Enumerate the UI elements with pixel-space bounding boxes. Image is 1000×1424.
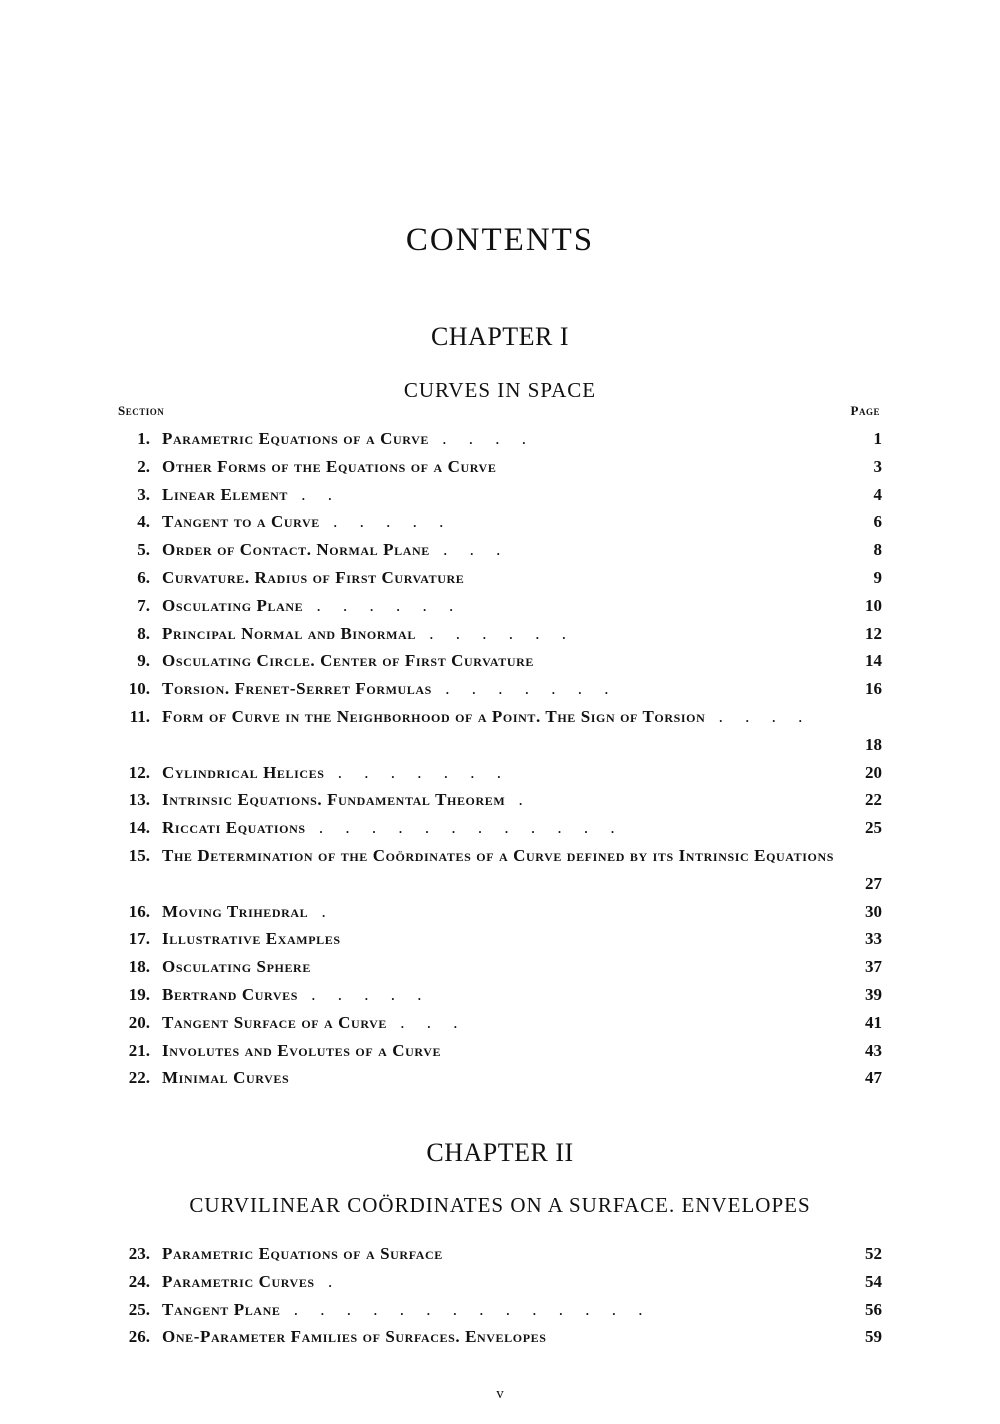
section-number: 16. — [128, 901, 150, 921]
section-page: 10 — [865, 595, 882, 615]
section-number: 14. — [128, 818, 150, 838]
toc-entry[interactable]: 8. Principal Normal and Binormal . . . . . . 12 — [120, 620, 882, 648]
section-title: Intrinsic Equations. Fundamental Theorem — [162, 790, 506, 810]
section-page: 30 — [865, 901, 882, 921]
section-number: 2. — [137, 456, 150, 476]
toc-entry[interactable]: 11. Form of Curve in the Neighborhood of a Point. The Sign of Torsion . . . . 18 — [120, 703, 882, 759]
section-title: Osculating Sphere — [162, 957, 311, 977]
section-number: 24. — [128, 1271, 150, 1291]
toc-entry[interactable]: 19. Bertrand Curves . . . . . 39 — [120, 981, 882, 1009]
chapter-subtitle: CURVILINEAR COÖRDINATES ON A SURFACE. ENVELOPES — [189, 1193, 811, 1217]
section-title: Bertrand Curves — [162, 984, 299, 1004]
toc-entry[interactable]: 3. Linear Element . . 4 — [120, 481, 882, 509]
section-number: 18. — [128, 957, 150, 977]
chapter-heading: CHAPTER I — [430, 322, 570, 351]
toc-entry[interactable]: 10. Torsion. Frenet-Serret Formulas . . . . . . . 16 — [120, 675, 882, 703]
toc-entry[interactable]: 4. Tangent to a Curve . . . . . 6 — [120, 508, 882, 536]
toc-entry[interactable]: 16. Moving Trihedral . 30 — [120, 898, 882, 926]
section-title: Minimal Curves — [162, 1068, 290, 1088]
section-column-header: Section — [118, 403, 165, 418]
section-page: 9 — [873, 567, 882, 587]
section-number: 25. — [128, 1299, 150, 1319]
section-page: 47 — [865, 1068, 882, 1088]
section-page: 4 — [873, 484, 882, 504]
section-title: Principal Normal and Binormal — [162, 623, 416, 643]
toc-entry[interactable]: 13. Intrinsic Equations. Fundamental Theorem . 22 — [120, 786, 882, 814]
section-number: 4. — [137, 512, 150, 532]
section-page: 25 — [865, 818, 882, 838]
section-number: 11. — [129, 706, 150, 726]
section-title: Riccati Equations — [162, 818, 306, 838]
toc-entry[interactable] — [120, 1323, 882, 1351]
section-title: Linear Element — [162, 484, 289, 504]
section-title: Illustrative Examples — [162, 929, 341, 949]
section-number: 7. — [137, 595, 150, 615]
toc-entry[interactable] — [120, 1064, 882, 1092]
section-title: Tangent Surface of a Curve — [162, 1012, 388, 1032]
section-title: Other Forms of the Equations of a Curve — [162, 456, 497, 476]
section-title: Order of Contact. Normal Plane — [162, 540, 430, 560]
section-number: 17. — [128, 929, 150, 949]
section-number: 19. — [128, 984, 150, 1004]
toc-entry[interactable]: 24. Parametric Curves . 54 — [120, 1268, 882, 1296]
section-page: 41 — [865, 1012, 882, 1032]
section-page: 37 — [865, 957, 882, 977]
toc-entry[interactable] — [120, 564, 882, 592]
section-page: 59 — [865, 1327, 882, 1347]
chapter-subtitle: CURVES IN SPACE — [403, 378, 597, 402]
section-number: 15. — [128, 845, 150, 865]
section-page: 27 — [865, 873, 882, 893]
chapter-heading: CHAPTER II — [426, 1138, 574, 1167]
section-number: 21. — [128, 1040, 150, 1060]
section-number: 13. — [128, 790, 150, 810]
section-title: Torsion. Frenet-Serret Formulas — [162, 679, 432, 699]
section-title: Osculating Plane — [162, 595, 304, 615]
toc-list-chapter-2 — [120, 1240, 882, 1351]
section-number: 5. — [137, 540, 150, 560]
section-page: 56 — [865, 1299, 882, 1319]
section-page: 52 — [865, 1244, 882, 1263]
section-title: One-Parameter Families of Surfaces. Envelopes — [162, 1327, 547, 1347]
toc-entry[interactable] — [120, 1240, 882, 1268]
toc-entry[interactable]: 20. Tangent Surface of a Curve . . . 41 — [120, 1009, 882, 1037]
section-page: 22 — [865, 790, 882, 810]
section-title: The Determination of the Coördinates of a Curve defined by its Intrinsic Equations — [162, 845, 834, 865]
section-page: 12 — [865, 623, 882, 643]
section-page: 8 — [873, 540, 882, 560]
section-page: 14 — [865, 651, 882, 671]
toc-entry[interactable] — [120, 953, 882, 981]
section-number: 1. — [137, 429, 150, 448]
section-page: 3 — [873, 456, 882, 476]
section-title: Involutes and Evolutes of a Curve — [162, 1040, 442, 1060]
toc-list-chapter-1 — [120, 425, 882, 1092]
section-number: 9. — [137, 651, 150, 671]
toc-entry[interactable]: 12. Cylindrical Helices . . . . . . . 20 — [120, 759, 882, 787]
section-number: 23. — [128, 1244, 150, 1263]
section-page: 43 — [865, 1040, 882, 1060]
section-number: 10. — [128, 679, 150, 699]
toc-entry[interactable]: 1. Parametric Equations of a Curve . . . . 1 — [120, 425, 882, 453]
section-number: 26. — [128, 1327, 150, 1347]
section-number: 3. — [137, 484, 150, 504]
section-number: 12. — [128, 762, 150, 782]
toc-entry[interactable]: 25. Tangent Plane . . . . . . . . . . . . . . 56 — [120, 1296, 882, 1324]
toc-entry[interactable] — [120, 1037, 882, 1065]
section-title: Moving Trihedral — [162, 901, 309, 921]
page-column-header: Page — [850, 403, 880, 418]
section-title: Parametric Equations of a Curve — [162, 429, 429, 448]
section-title: Tangent to a Curve — [162, 512, 320, 532]
section-number: 20. — [128, 1012, 150, 1032]
section-number: 8. — [137, 623, 150, 643]
toc-entry[interactable] — [120, 925, 882, 953]
section-title: Parametric Equations of a Surface — [162, 1244, 443, 1263]
toc-entry[interactable]: 14. Riccati Equations . . . . . . . . . . . . 25 — [120, 814, 882, 842]
toc-entry[interactable]: 5. Order of Contact. Normal Plane . . . 8 — [120, 536, 882, 564]
toc-entry[interactable] — [120, 647, 882, 675]
section-page: 18 — [865, 734, 882, 754]
section-title: Parametric Curves — [162, 1271, 315, 1291]
section-page: 20 — [865, 762, 882, 782]
section-number: 6. — [137, 567, 150, 587]
section-title: Tangent Plane — [162, 1299, 281, 1319]
section-title: Osculating Circle. Center of First Curvature — [162, 651, 534, 671]
page-title: CONTENTS — [405, 222, 595, 259]
section-page: 39 — [865, 984, 882, 1004]
section-page: 54 — [865, 1271, 882, 1291]
section-title: Curvature. Radius of First Curvature — [162, 567, 465, 587]
section-number: 22. — [128, 1068, 150, 1088]
toc-entry[interactable]: 7. Osculating Plane . . . . . . 10 — [120, 592, 882, 620]
section-page: 1 — [873, 429, 882, 448]
section-title: Form of Curve in the Neighborhood of a Point. The Sign of Torsion — [162, 706, 706, 726]
toc-entry[interactable] — [120, 453, 882, 481]
toc-entry[interactable] — [120, 842, 882, 898]
section-page: 33 — [865, 929, 882, 949]
section-page: 16 — [865, 679, 882, 699]
section-page: 6 — [873, 512, 882, 532]
section-title: Cylindrical Helices — [162, 762, 325, 782]
page-folio: v — [496, 1386, 504, 1402]
